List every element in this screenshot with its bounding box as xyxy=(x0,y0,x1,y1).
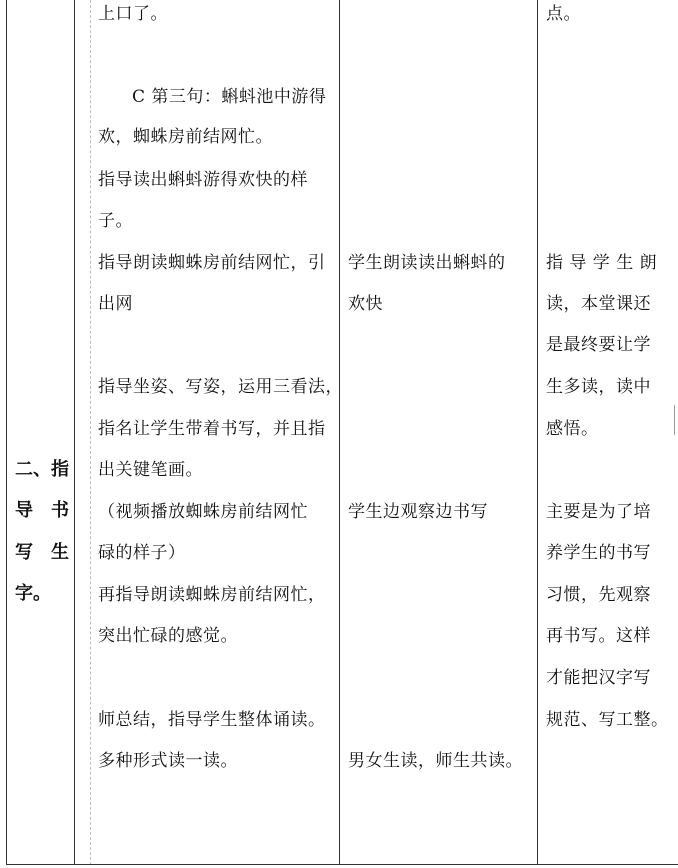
intent-line: 主要是为了培 xyxy=(546,502,651,522)
intent-line: 感悟。 xyxy=(546,419,599,439)
intent-line: 生多读，读中 xyxy=(546,377,651,397)
intent-line: 指 导 学 生 朗 xyxy=(546,253,658,273)
process-line: 指导读出蝌蚪游得欢快的样 xyxy=(98,170,308,190)
intent-line: 规范、写工整。 xyxy=(546,710,669,730)
process-line: 再指导朗读蜘蛛房前结网忙， xyxy=(98,585,326,605)
process-line: 上口了。 xyxy=(98,4,168,24)
student-line: 欢快 xyxy=(348,294,383,314)
process-line: 指导坐姿、写姿，运用三看法， xyxy=(98,377,343,397)
margin-guide-line xyxy=(90,0,91,865)
intent-line: 再书写。这样 xyxy=(546,626,651,646)
process-line: 出关键笔画。 xyxy=(98,460,203,480)
section-label-line-1: 二、指 xyxy=(15,459,69,480)
intent-line: 读，本堂课还 xyxy=(546,294,651,314)
intent-line: 才能把汉字写 xyxy=(546,668,651,688)
process-line: （视频播放蜘蛛房前结网忙 xyxy=(98,502,308,522)
student-line: 男女生读，师生共读。 xyxy=(348,751,523,771)
process-line: 师总结，指导学生整体诵读。 xyxy=(98,710,326,730)
section-label-line-3: 写 生 xyxy=(15,542,69,563)
table-border-bottom xyxy=(6,864,678,865)
process-line: 子。 xyxy=(98,211,133,231)
intent-line: 是最终要让学 xyxy=(546,335,651,355)
process-line: 碌的样子） xyxy=(98,543,186,563)
process-line: 突出忙碌的感觉。 xyxy=(98,626,238,646)
section-label-line-4: 字。 xyxy=(15,583,51,604)
process-line: 多种形式读一读。 xyxy=(98,751,238,771)
process-line: 指名让学生带着书写，并且指 xyxy=(98,419,326,439)
column-divider-3 xyxy=(537,0,538,865)
column-divider-1 xyxy=(74,0,75,865)
intent-line: 养学生的书写 xyxy=(546,543,651,563)
student-line: 学生边观察边书写 xyxy=(348,502,488,522)
table-border-left xyxy=(6,0,7,865)
intent-line: 习惯，先观察 xyxy=(546,585,651,605)
process-line: 出网 xyxy=(98,294,133,314)
student-line: 学生朗读读出蝌蚪的 xyxy=(348,253,506,273)
process-line: 欢，蜘蛛房前结网忙。 xyxy=(98,127,273,147)
column-divider-2 xyxy=(339,0,340,865)
section-label-line-2: 导 书 xyxy=(15,500,69,521)
process-line: 指导朗读蜘蛛房前结网忙，引 xyxy=(98,253,326,273)
process-line: C 第三句：蝌蚪池中游得 xyxy=(132,87,327,107)
intent-line: 点。 xyxy=(546,4,581,24)
page-edge-marker xyxy=(674,405,678,435)
